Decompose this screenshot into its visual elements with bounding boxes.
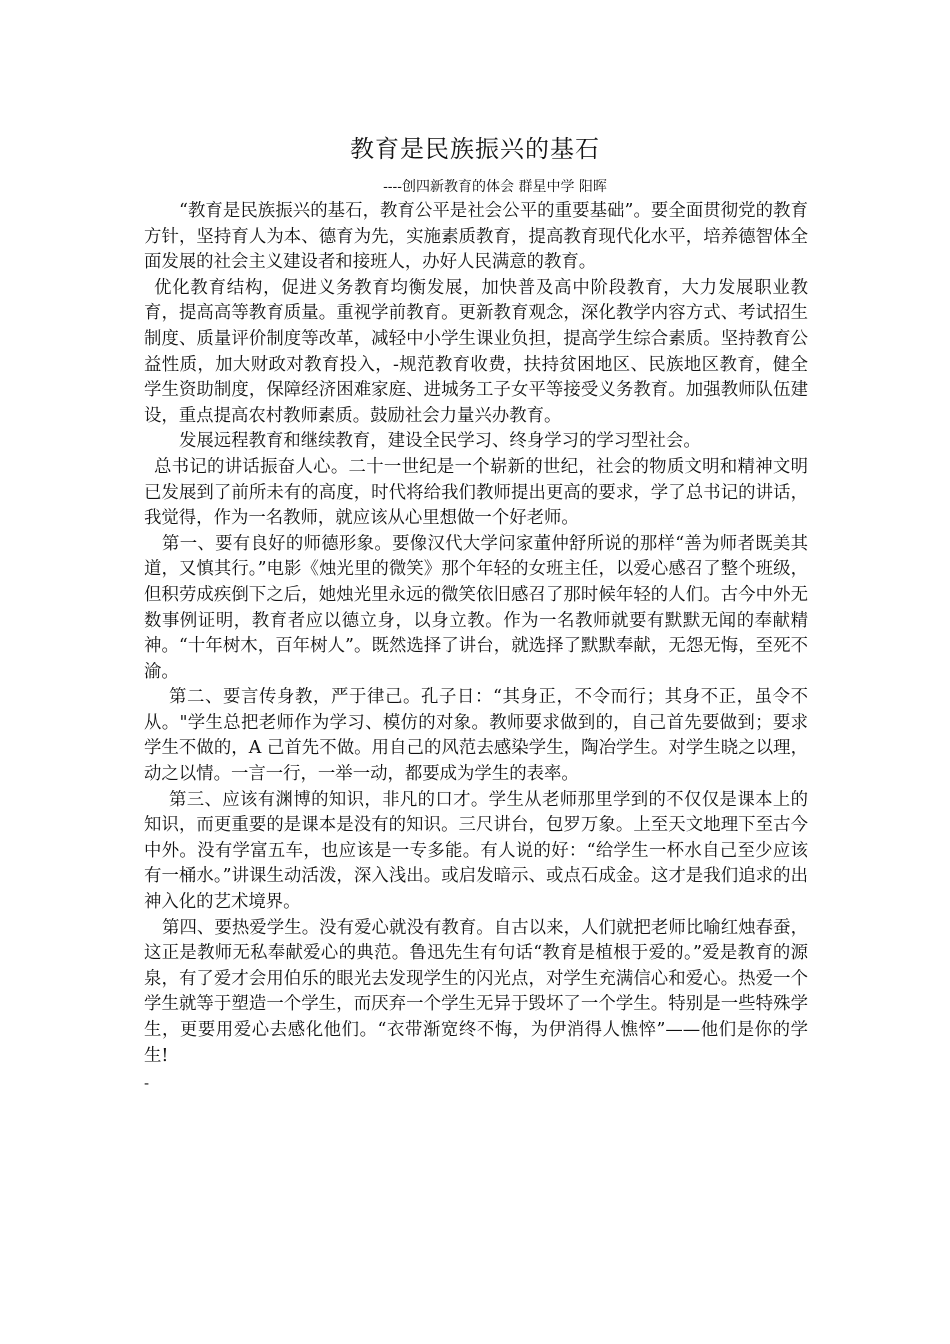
paragraph-lifelong-learning: 发展远程教育和继续教育，建设全民学习、终身学习的学习型社会。 — [179, 431, 701, 452]
paragraph-speech-reflection: 总书记的讲话振奋人心。二十一世纪是一个崭新的世纪，社会的物质文明和精神文明已发展到了前所未有的高度，时代将给我们教师提出更高的要求，学了总书记的讲话，我觉得，作为一名教师，就应该从心里想做一个好老师。 — [144, 456, 808, 529]
document-body — [144, 199, 808, 1069]
document-title: 教育是民族振兴的基石 — [350, 135, 600, 163]
paragraph-point-three: 第三、应该有渊博的知识，非凡的口才。学生从老师那里学到的不仅仅是课本上的知识，而更重要的是课本是没有的知识。三尺讲台，包罗万象。上至天文地理下至古今中外。没有学富五车，也应该是一专多能。有人说的好：“给学生一杯水自己至少应该有一桶水。”讲课生动活泼，深入浅出。或启发暗示、或点石成金。这才是我们追求的出神入化的艺术境界。 — [144, 789, 808, 913]
trailing-dash: - — [144, 1074, 150, 1092]
paragraph-intro: “教育是民族振兴的基石，教育公平是社会公平的重要基础”。要全面贯彻党的教育方针，坚持育人为本、德育为先，实施素质教育，提高教育现代化水平，培养德智体全面发展的社会主义建设者和接班人，办好人民满意的教育。 — [144, 201, 808, 273]
paragraph-point-one: 第一、要有良好的师德形象。要像汉代大学问家董仲舒所说的那样“善为师者既美其道，又慎其行。”电影《烛光里的微笑》那个年轻的女班主任，以爱心感召了整个班级，但积劳成疾倒下之后，她烛光里永远的微笑依旧感召了那时候年轻的人们。古今中外无数事例证明，教育者应以德立身，以身立教。作为一名教师就要有默默无闻的奉献精神。“十年树木，百年树人”。既然选择了讲台，就选择了默默奉献，无怨无悔，至死不渝。 — [144, 533, 808, 682]
document-subtitle: ----创四新教育的体会 群星中学 阳晖 — [383, 179, 607, 195]
paragraph-point-two: 第二、要言传身教，严于律己。孔子日：“其身正，不令而行；其身不正，虽令不从。"学生总把老师作为学习、模仿的对象。教师要求做到的，自己首先要做到；要求学生不做的，A 己首先不做。用自己的风范去感染学生，陶冶学生。对学生晓之以理，动之以情。一言一行，一举一动，都要成为学生的表率。 — [144, 687, 808, 785]
paragraph-education-structure: 优化教育结构，促进义务教育均衡发展，加快普及高中阶段教育，大力发展职业教育，提高高等教育质量。重视学前教育。更新教育观念，深化教学内容方式、考试招生制度、质量评价制度等改革，减轻中小学生课业负担，提高学生综合素质。坚持教育公益性质，加大财政对教育投入，-规范教育收费，扶持贫困地区、民族地区教育，健全学生资助制度，保障经济困难家庭、进城务工子女平等接受义务教育。加强教师队伍建设，重点提高农村教师素质。鼓励社会力量兴办教育。 — [144, 277, 808, 426]
paragraph-point-four: 第四、要热爱学生。没有爱心就没有教育。自古以来，人们就把老师比喻红烛春蚕，这正是教师无私奉献爱心的典范。鲁迅先生有句话“教育是植根于爱的。”爱是教育的源泉，有了爱才会用伯乐的眼光去发现学生的闪光点，对学生充满信心和爱心。热爱一个学生就等于塑造一个学生，而厌弃一个学生无异于毁坏了一个学生。特别是一些特殊学生，更要用爱心去感化他们。“衣带渐宽终不悔，为伊消得人憔悴”——他们是你的学生! — [144, 917, 808, 1066]
